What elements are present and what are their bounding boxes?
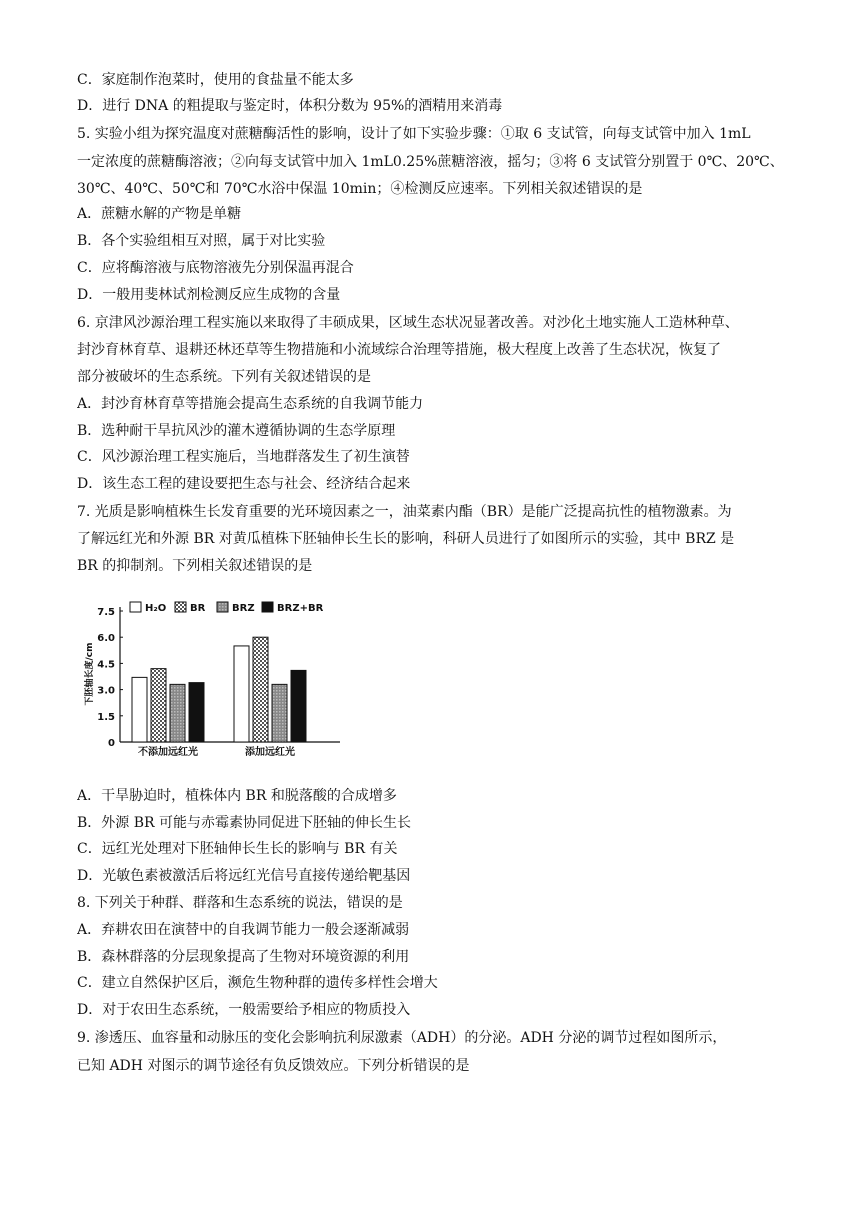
text-line: B．森林群落的分层现象提高了生物对环境资源的利用 bbox=[77, 949, 410, 965]
x-category-label: 不添加远红光 bbox=[138, 747, 198, 758]
text-line: A．蔗糖水解的产物是单糖 bbox=[77, 206, 242, 222]
text-line: 7. 光质是影响植株生长发育重要的光环境因素之一，油菜素内酯（BR）是能广泛提高抗性的植物激素。为 bbox=[77, 504, 732, 520]
text-line: D．一般用斐林试剂检测反应生成物的含量 bbox=[77, 287, 341, 303]
y-tick-label: 0 bbox=[108, 738, 115, 749]
legend-label: BR bbox=[190, 603, 206, 614]
y-tick-label: 1.5 bbox=[97, 711, 115, 723]
text-line: 一定浓度的蔗糖酶溶液；②向每支试管中加入 1mL0.25%蔗糖溶液，摇匀；③将 6 支试管分别置于 0℃、20℃、 bbox=[77, 154, 784, 170]
y-tick-label: 4.5 bbox=[97, 659, 115, 671]
text-line: D．进行 DNA 的粗提取与鉴定时，体积分数为 95%的酒精用来消毒 bbox=[77, 98, 503, 114]
text-line: B．各个实验组相互对照，属于对比实验 bbox=[77, 233, 326, 249]
bar bbox=[189, 683, 204, 742]
text-line: A．干旱胁迫时，植株体内 BR 和脱落酸的合成增多 bbox=[77, 788, 397, 804]
chart-svg bbox=[78, 594, 348, 764]
text-line: D．该生态工程的建设要把生态与社会、经济结合起来 bbox=[77, 476, 411, 492]
legend-label: BRZ bbox=[232, 603, 255, 614]
legend-label: H₂O bbox=[145, 603, 167, 614]
legend-swatch bbox=[130, 602, 141, 612]
text-line: 9. 渗透压、血容量和动脉压的变化会影响抗利尿激素（ADH）的分泌。ADH 分泌的调节过程如图所示， bbox=[77, 1030, 727, 1046]
legend-swatch bbox=[217, 602, 228, 612]
text-line: C．建立自然保护区后，濒危生物种群的遗传多样性会增大 bbox=[77, 975, 438, 991]
text-line: 5. 实验小组为探究温度对蔗糖酶活性的影响，设计了如下实验步骤：①取 6 支试管，向每支试管中加入 1mL bbox=[77, 126, 751, 142]
bar bbox=[291, 670, 306, 742]
text-line: C．风沙源治理工程实施后，当地群落发生了初生演替 bbox=[77, 449, 410, 465]
y-axis-label: 下胚轴长度/cm bbox=[85, 642, 95, 706]
text-line: A．弃耕农田在演替中的自我调节能力一般会逐渐减弱 bbox=[77, 922, 410, 938]
text-line: B．外源 BR 可能与赤霉素协同促进下胚轴的伸长生长 bbox=[77, 815, 412, 831]
bar bbox=[170, 684, 185, 742]
text-line: C．家庭制作泡菜时，使用的食盐量不能太多 bbox=[77, 72, 354, 88]
text-line: C．远红光处理对下胚轴伸长生长的影响与 BR 有关 bbox=[77, 841, 398, 857]
text-line: 30℃、40℃、50℃和 70℃水浴中保温 10min；④检测反应速率。下列相关叙述错误的是 bbox=[77, 181, 643, 197]
text-line: 部分被破坏的生态系统。下列有关叙述错误的是 bbox=[77, 369, 371, 385]
bar bbox=[132, 677, 147, 742]
y-tick-label: 6.0 bbox=[97, 633, 115, 645]
legend-swatch bbox=[262, 602, 273, 612]
hypocotyl-length-bar-chart bbox=[78, 594, 348, 764]
legend-label: BRZ+BR bbox=[277, 603, 324, 614]
text-line: A．封沙育林育草等措施会提高生态系统的自我调节能力 bbox=[77, 396, 424, 412]
bar bbox=[253, 637, 268, 742]
text-line: 了解远红光和外源 BR 对黄瓜植株下胚轴伸长生长的影响，科研人员进行了如图所示的实验，其中 BRZ 是 bbox=[77, 531, 735, 547]
bar bbox=[272, 684, 287, 742]
text-line: BR 的抑制剂。下列相关叙述错误的是 bbox=[77, 558, 313, 574]
text-line: 6. 京津风沙源治理工程实施以来取得了丰硕成果，区域生态状况显著改善。对沙化土地实施人工造林种草、 bbox=[77, 315, 739, 331]
text-line: C．应将酶溶液与底物溶液先分别保温再混合 bbox=[77, 260, 354, 276]
text-line: 已知 ADH 对图示的调节途径有负反馈效应。下列分析错误的是 bbox=[77, 1058, 470, 1074]
bar bbox=[234, 646, 249, 742]
text-line: 封沙育林育草、退耕还林还草等生物措施和小流域综合治理等措施，极大程度上改善了生态状况，恢复了 bbox=[77, 342, 721, 358]
legend-swatch bbox=[175, 602, 186, 612]
x-category-label: 添加远红光 bbox=[245, 747, 295, 758]
bar bbox=[151, 669, 166, 742]
y-tick-label: 3.0 bbox=[97, 685, 115, 697]
y-tick-label: 7.5 bbox=[97, 607, 115, 618]
text-line: 8. 下列关于种群、群落和生态系统的说法，错误的是 bbox=[77, 895, 403, 911]
text-line: D．对于农田生态系统，一般需要给予相应的物质投入 bbox=[77, 1002, 411, 1018]
text-line: B．选种耐干旱抗风沙的灌木遵循协调的生态学原理 bbox=[77, 423, 396, 439]
text-line: D．光敏色素被激活后将远红光信号直接传递给靶基因 bbox=[77, 868, 411, 884]
